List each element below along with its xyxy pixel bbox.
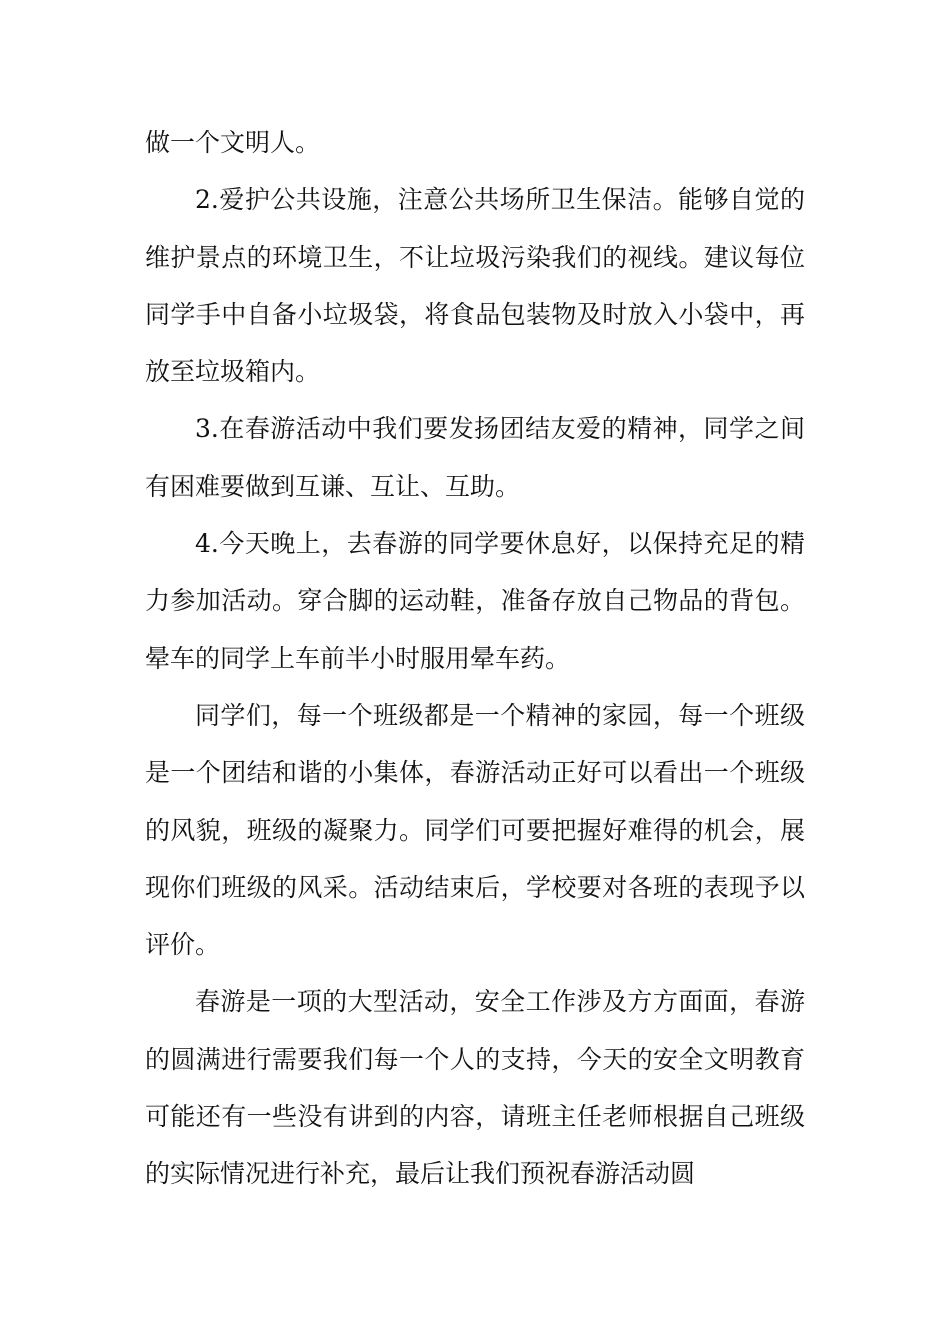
paragraph-continuation: 做一个文明人。 xyxy=(145,128,321,157)
document-page xyxy=(145,0,805,1203)
paragraph-class-spirit: 同学们，每一个班级都是一个精神的家园，每一个班级是一个团结和谐的小集体，春游活动正好可以看出一个班级的风貌，班级的凝聚力。同学们可要把握好难得的机会，展现你们班级的风采。活动结束后，学校要对各班的表现予以评价。 xyxy=(145,700,805,960)
paragraph-item-3: 3.在春游活动中我们要发扬团结友爱的精神，同学之间有困难要做到互谦、互让、互助。 xyxy=(145,414,805,501)
paragraph-item-4: 4.今天晚上，去春游的同学要休息好，以保持充足的精力参加活动。穿合脚的运动鞋，准备存放自己物品的背包。晕车的同学上车前半小时服用晕车药。 xyxy=(145,529,805,673)
paragraph-closing: 春游是一项的大型活动，安全工作涉及方方面面，春游的圆满进行需要我们每一个人的支持，今天的安全文明教育可能还有一些没有讲到的内容，请班主任老师根据自己班级的实际情况进行补充，最后让我们预祝春游活动圆 xyxy=(145,987,805,1189)
paragraph-item-2: 2.爱护公共设施，注意公共场所卫生保洁。能够自觉的维护景点的环境卫生，不让垃圾污染我们的视线。建议每位同学手中自备小垃圾袋，将食品包装物及时放入小袋中，再放至垃圾箱内。 xyxy=(145,185,805,387)
